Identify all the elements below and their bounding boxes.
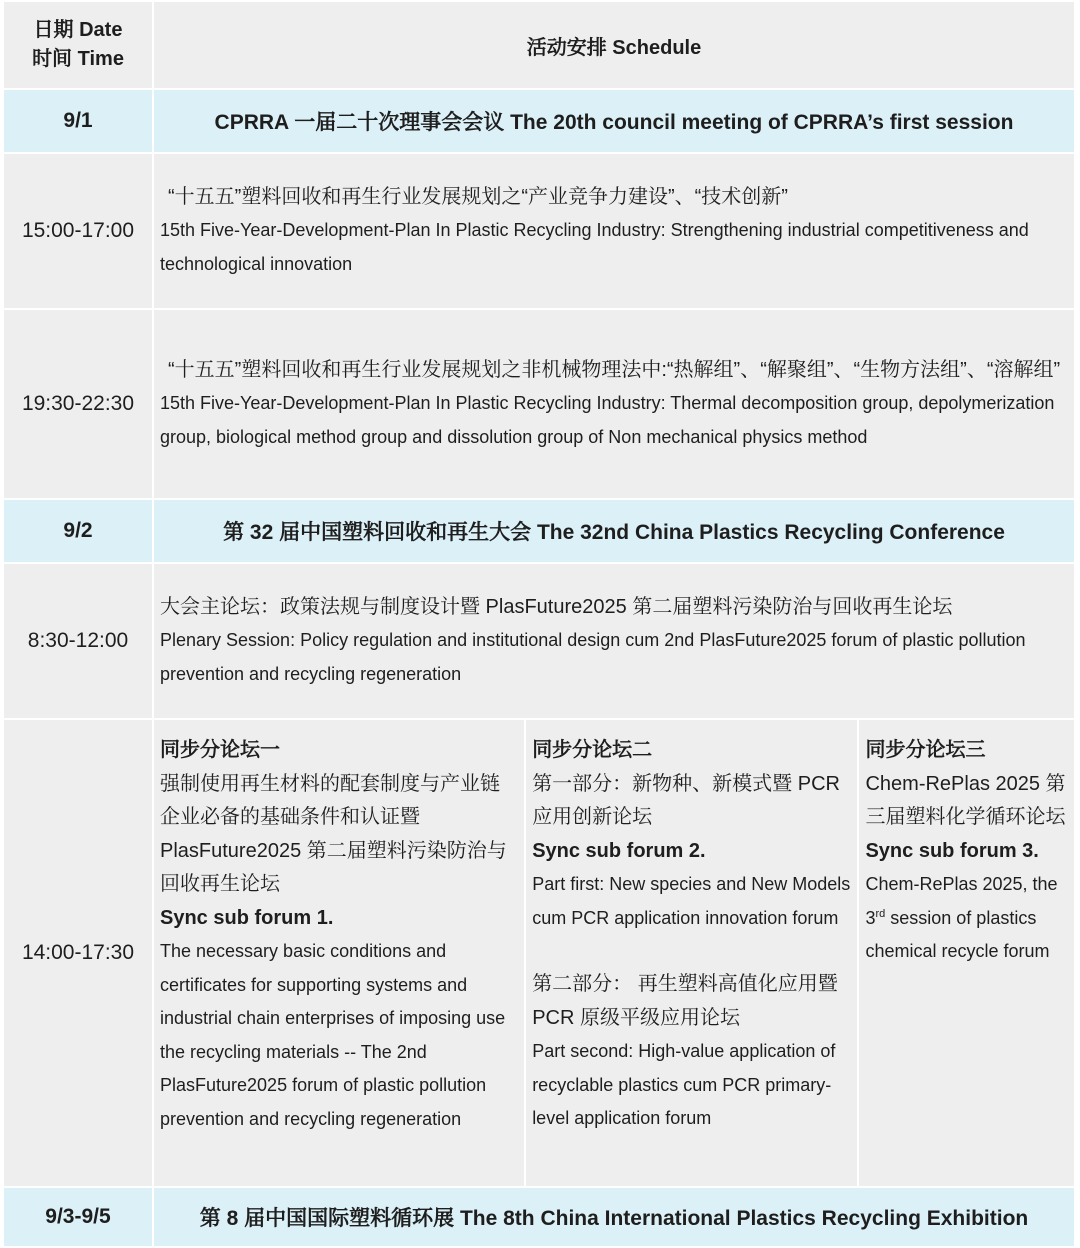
sub-forum-3-heading: 同步分论坛三 [865,739,986,761]
header-date-label: 日期 Date [33,19,123,41]
sub-forum-1-heading: 同步分论坛一 [160,739,280,761]
plenary-time: 8:30-12:00 [4,564,154,720]
day2-date: 9/2 [4,500,154,564]
day3-title: 第 8 届中国国际塑料循环展 The 8th China International Plastics Recycling Exhibition [154,1188,1076,1248]
event-time: 15:00-17:00 [4,154,154,310]
sub-forum-time: 14:00-17:30 [4,720,154,1188]
day2-title: 第 32 届中国塑料回收和再生大会 The 32nd China Plastics Recycling Conference [154,500,1076,564]
sub-forum-3-en-part-b: session of plastics chemical recycle forum [865,907,1050,961]
sub-forum-2-part1-zh: 第一部分：新物种、新模式暨 PCR 应用创新论坛 [532,772,840,828]
day1-title: CPRRA 一届二十次理事会会议 The 20th council meeting of CPRRA’s first session [154,90,1076,154]
header-row [4,2,1076,90]
plenary-row [4,564,1076,720]
event-row [4,310,1076,500]
header-schedule-label: 活动安排 Schedule [154,2,1076,90]
event-title-en: 15th Five-Year-Development-Plan In Plastic Recycling Industry: Strengthening industrial competitiveness and technological innovation [160,220,1029,274]
event-title-en: 15th Five-Year-Development-Plan In Plastic Recycling Industry: Thermal decomposition group, depolymerization group, biological method group and dissolution group of Non mechanical physics method [160,393,1055,447]
day1-date: 9/1 [4,90,154,154]
sub-forum-columns [154,720,1074,1186]
sub-forum-3-title-en [865,868,1068,969]
event-content [154,310,1076,500]
event-time: 19:30-22:30 [4,310,154,500]
day-row-3 [4,1188,1076,1248]
sub-forum-2-heading: 同步分论坛二 [532,739,653,761]
header-time-label: 时间 Time [32,48,124,70]
plenary-title-zh: 大会主论坛：政策法规与制度设计暨 PlasFuture2025 第二届塑料污染防治与回收再生论坛 [160,595,953,618]
sub-forum-3-en-part-a: Chem-RePlas 2025, the 3 [865,874,1058,928]
schedule-grid [4,2,1076,1248]
event-content [154,154,1076,310]
sub-forum-2-part1-en: Part first: New species and New Models cum PCR application innovation forum [532,874,851,928]
day-row-2 [4,500,1076,564]
sub-forum-3-title-zh: Chem-RePlas 2025 第三届塑料化学循环论坛 [865,772,1066,828]
day-row-1 [4,90,1076,154]
event-title-zh: “十五五”塑料回收和再生行业发展规划之“产业竞争力建设”、“技术创新” [168,185,788,208]
sub-forum-2-part2-zh: 第二部分： 再生塑料高值化应用暨 PCR 原级平级应用论坛 [532,973,838,1029]
sub-forum-1-title-en: The necessary basic conditions and certificates for supporting systems and industrial chain enterprises of imposing use the recycling materials -- The 2nd PlasFuture2025 forum of plastic pollution prevention and recycling regeneration [160,941,506,1129]
sub-forum-container [154,720,1076,1188]
sub-forum-1-heading-en: Sync sub forum 1. [160,906,334,929]
sub-forum-2-heading-en: Sync sub forum 2. [532,839,706,862]
sub-forum-3-heading-en: Sync sub forum 3. [865,839,1039,862]
sub-forum-2 [526,720,859,1186]
plenary-title-en: Plenary Session: Policy regulation and institutional design cum 2nd PlasFuture2025 forum of plastic pollution prevention and recycling regeneration [160,630,1026,684]
plenary-content [154,564,1076,720]
sub-forum-1 [154,720,526,1186]
sub-forum-3 [859,720,1074,1186]
header-date-cell [4,2,154,90]
spacer [532,935,851,968]
sub-forum-row [4,720,1076,1188]
ordinal-suffix: rd [875,907,886,920]
event-row [4,154,1076,310]
sub-forum-1-title-zh: 强制使用再生材料的配套制度与产业链企业必备的基础条件和认证暨PlasFuture2025 第二届塑料污染防治与回收再生论坛 [160,772,507,895]
sub-forum-2-part2-en: Part second: High-value application of recyclable plastics cum PCR primary-level application forum [532,1041,836,1128]
event-title-zh: “十五五”塑料回收和再生行业发展规划之非机械物理法中:“热解组”、“解聚组”、“生物方法组”、“溶解组” [168,358,1061,381]
day3-date: 9/3-9/5 [4,1188,154,1248]
